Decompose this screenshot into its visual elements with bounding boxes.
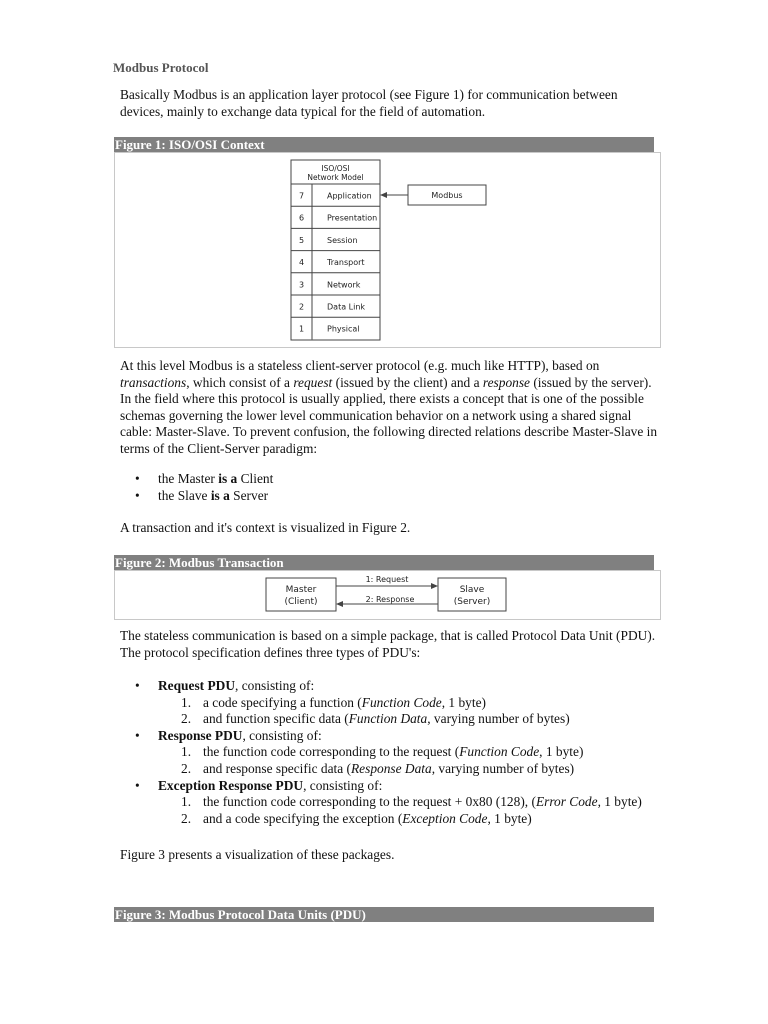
item-text: and a code specifying the exception ( xyxy=(203,810,403,826)
response-arrow-head xyxy=(336,601,343,607)
pdu-sublist xyxy=(158,695,642,728)
item-term: Error Code xyxy=(535,794,598,810)
pdu-list xyxy=(120,678,642,827)
layer-name: Application xyxy=(327,191,372,201)
slave-sublabel: (Server) xyxy=(453,597,491,607)
figure2-box xyxy=(114,570,661,620)
list-item xyxy=(158,695,642,712)
list-item xyxy=(158,811,642,828)
request-arrow-head xyxy=(431,583,438,589)
layer-number: 4 xyxy=(298,258,305,268)
layer-name: Data Link xyxy=(327,302,366,312)
layer-number: 2 xyxy=(298,302,305,312)
item-text: , 1 byte) xyxy=(539,744,584,760)
item-text: , 1 byte) xyxy=(441,694,486,710)
pdu-intro-paragraph: The stateless communication is based on a simple package, that is called Protocol Data Unit (PDU). The protocol specification defines three types of PDU's: xyxy=(120,628,656,660)
para2-text: , which consist of a xyxy=(186,374,294,390)
para2-text: At this level Modbus is a stateless client-server protocol (e.g. much like HTTP), based on xyxy=(120,358,600,373)
client-server-paragraph xyxy=(120,358,660,458)
item-number: 2. xyxy=(181,810,192,826)
item-text: , varying number of bytes) xyxy=(427,711,570,727)
item-text: a code specifying a function ( xyxy=(203,694,362,710)
pdu-title: Request PDU xyxy=(158,678,235,693)
layer-name: Session xyxy=(327,235,358,245)
pdu-item xyxy=(120,778,642,828)
master-slave-list xyxy=(120,471,273,504)
pdu-suffix: , consisting of: xyxy=(303,777,383,793)
master-label: Master xyxy=(285,585,317,595)
list-item xyxy=(158,761,642,778)
item-bold: is a xyxy=(218,471,238,486)
para2-text: (issued by the client) and a xyxy=(332,374,483,390)
figure2-caption: Figure 2: Modbus Transaction xyxy=(114,555,654,570)
master-sublabel: (Client) xyxy=(284,597,318,607)
item-term: Response Data xyxy=(350,760,432,776)
pdu-sublist xyxy=(158,794,642,827)
list-item xyxy=(120,488,273,505)
item-number: 2. xyxy=(181,711,192,727)
item-term: Function Code xyxy=(459,744,540,760)
layer-number: 1 xyxy=(298,324,305,334)
list-item xyxy=(158,744,642,761)
layer-name: Presentation xyxy=(327,213,378,223)
list-item xyxy=(120,471,273,488)
pdu-item xyxy=(120,678,642,728)
pdu-sublist xyxy=(158,744,642,777)
transaction-diagram xyxy=(115,571,660,619)
model-title-line1: ISO/OSI xyxy=(321,164,350,173)
figure1-box xyxy=(114,152,661,348)
term-response: response xyxy=(482,374,530,390)
layer-number: 7 xyxy=(298,191,305,201)
modbus-label: Modbus xyxy=(431,191,463,200)
modbus-arrow-head xyxy=(380,192,387,198)
pdu-suffix: , consisting of: xyxy=(242,727,322,743)
layer-name: Transport xyxy=(327,258,365,268)
layer-name: Physical xyxy=(327,324,360,334)
item-text: the Slave xyxy=(158,487,211,503)
item-text: Server xyxy=(229,487,269,503)
intro-paragraph: Basically Modbus is an application layer protocol (see Figure 1) for communication between devices, mainly to exchange data typical for the field of automation. xyxy=(120,87,618,119)
item-number: 1. xyxy=(181,694,192,710)
model-title-line2: Network Model xyxy=(307,173,364,182)
request-label: 1: Request xyxy=(365,575,409,584)
layer-number: 3 xyxy=(298,280,305,290)
pdu-title: Exception Response PDU xyxy=(158,777,304,793)
list-item xyxy=(158,794,642,811)
figure3-intro-paragraph: Figure 3 presents a visualization of these packages. xyxy=(120,847,395,862)
item-text: the Master xyxy=(158,471,219,486)
item-text: and response specific data ( xyxy=(203,760,351,776)
transaction-paragraph: A transaction and it's context is visualized in Figure 2. xyxy=(120,520,411,535)
layer-number: 5 xyxy=(298,235,305,245)
layer-number: 6 xyxy=(298,213,305,223)
item-text: , varying number of bytes) xyxy=(431,760,575,776)
item-term: Exception Code xyxy=(402,810,488,826)
item-bold: is a xyxy=(210,487,230,503)
response-label: 2: Response xyxy=(365,595,415,604)
pdu-item xyxy=(120,728,642,778)
item-term: Function Code xyxy=(361,694,442,710)
item-text: Client xyxy=(237,471,274,486)
item-number: 1. xyxy=(181,744,192,760)
list-item xyxy=(158,711,642,728)
item-text: , 1 byte) xyxy=(597,794,642,810)
section-heading: Modbus Protocol xyxy=(113,60,209,75)
para2-text: (issued by the server). In the field where this protocol is usually applied, there exists a concept that is one of the possible schemas governing the lower level communication behavior on a network using a shared signal cable: Master-Slave. To prevent confusion, the following directed relations describe Master-Slave in terms of the Client-Server paradigm: xyxy=(120,374,658,456)
term-request: request xyxy=(293,374,333,390)
item-text: the function code corresponding to the request + 0x80 (128), ( xyxy=(203,794,536,810)
term-transactions: transactions xyxy=(120,374,187,390)
figure1-caption: Figure 1: ISO/OSI Context xyxy=(114,137,654,152)
layer-name: Network xyxy=(327,280,361,290)
pdu-suffix: , consisting of: xyxy=(235,678,315,693)
item-text: and function specific data ( xyxy=(203,711,349,727)
item-number: 2. xyxy=(181,760,192,776)
slave-label: Slave xyxy=(459,585,485,595)
item-number: 1. xyxy=(181,794,192,810)
item-term: Function Data xyxy=(348,711,428,727)
item-text: the function code corresponding to the request ( xyxy=(203,744,460,760)
item-text: , 1 byte) xyxy=(487,810,532,826)
figure3-caption: Figure 3: Modbus Protocol Data Units (PDU) xyxy=(114,907,654,922)
pdu-title: Response PDU xyxy=(158,727,243,743)
iso-osi-diagram xyxy=(115,153,660,347)
